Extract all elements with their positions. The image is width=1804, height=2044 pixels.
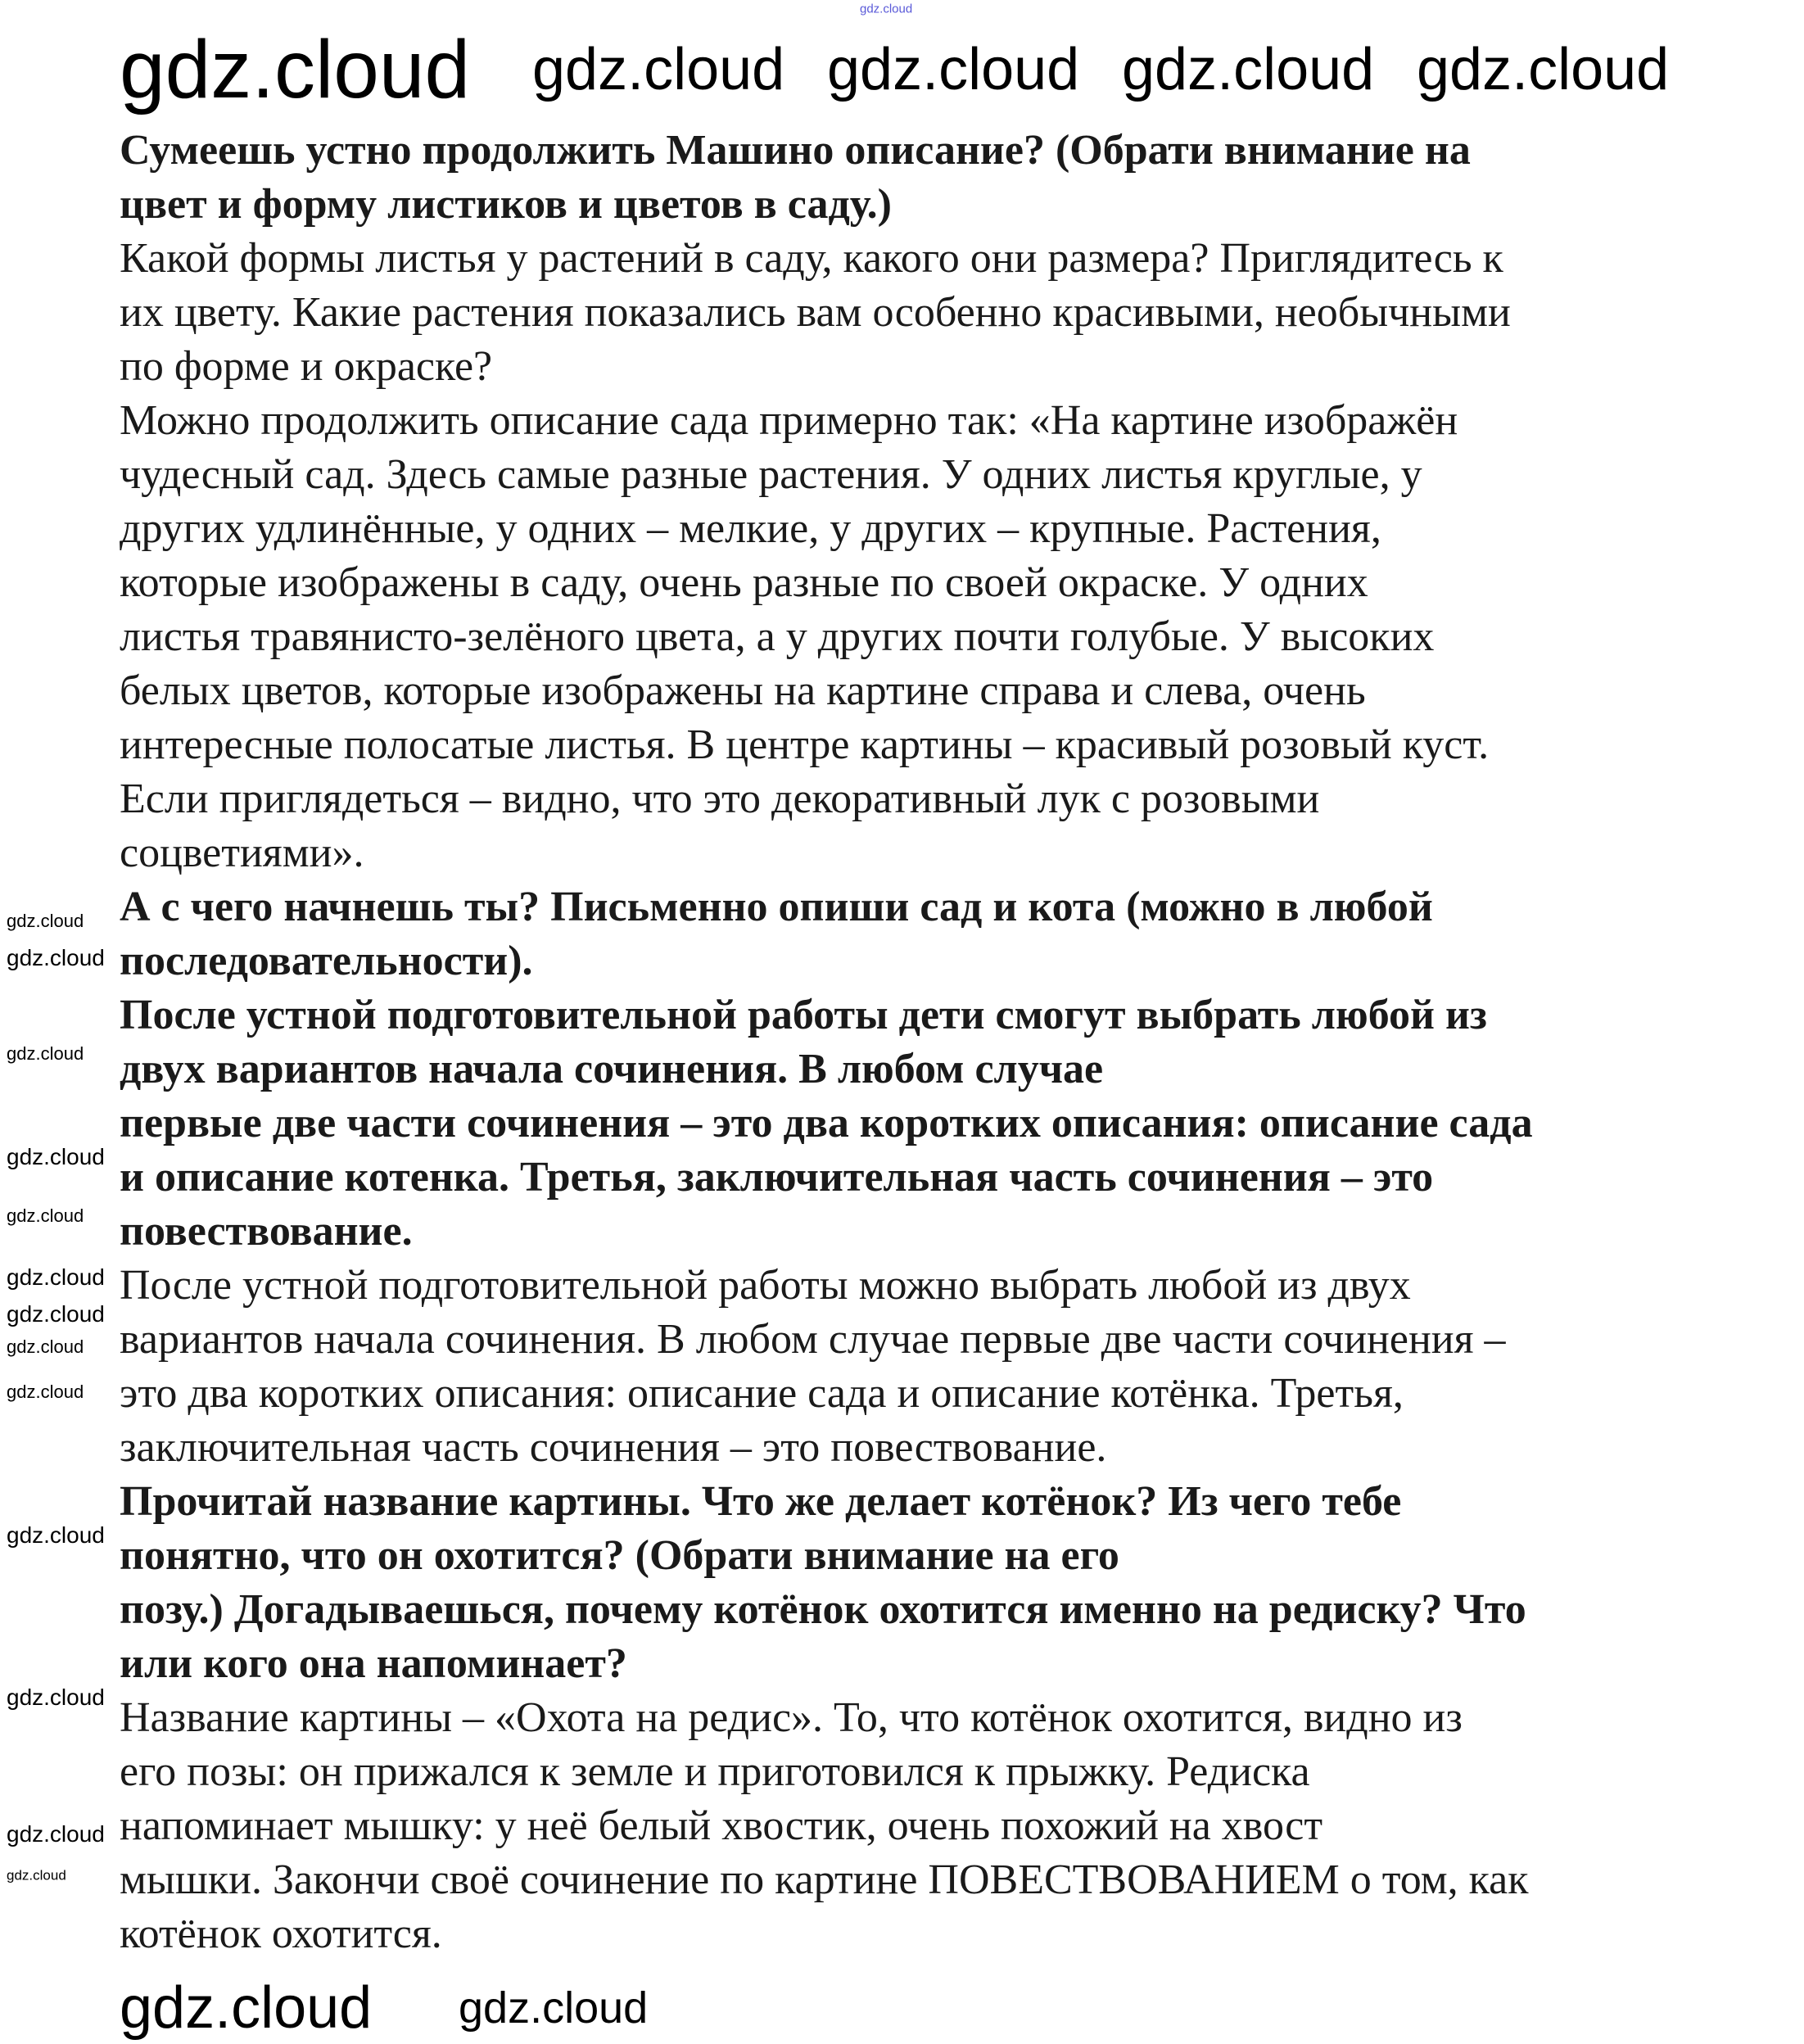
- watermark: gdz.cloud: [459, 1983, 649, 2033]
- watermark: gdz.cloud: [1417, 37, 1670, 102]
- answer-3: Название картины – «Охота на редис». То, что котёнок охотится, видно из его позы: он прижался к земле и приготовился к прыжку. Редиска напоминает мышку: у неё белый хвостик, очень похожий на хвост мышки. Закончи своё сочинение по картине ПОВЕСТВОВАНИЕМ о том, как котёнок охотится.: [120, 1694, 1529, 1957]
- watermark: gdz.cloud: [1122, 37, 1375, 102]
- answer-2: После устной подготовительной работы можно выбрать любой из двух вариантов начала сочинения. В любом случае первые две части сочинения – это два коротких описания: описание сада и описание котёнка. Третья, заключительная часть сочинения – это повествование.: [120, 1262, 1506, 1471]
- watermark: gdz.cloud: [7, 1144, 105, 1169]
- question-3: Прочитай название картины. Что же делает котёнок? Из чего тебе понятно, что он охотится? (Обрати внимание на его позу.) Догадываешься, почему котёнок охотится именно на редиску? Что или кого она напоминает?: [120, 1478, 1526, 1687]
- answer-1a: Какой формы листья у растений в саду, какого они размера? Приглядитесь к их цвету. Какие растения показались вам особенно красивыми, необычными по форме и окраске?: [120, 235, 1511, 390]
- watermark: gdz.cloud: [120, 24, 471, 115]
- watermark: gdz.cloud: [7, 1821, 105, 1847]
- watermark: gdz.cloud: [7, 945, 105, 970]
- watermark: gdz.cloud: [7, 1684, 105, 1710]
- watermark: gdz.cloud: [7, 1382, 84, 1402]
- question-2-note: После устной подготовительной работы дети смогут выбрать любой из двух вариантов начала сочинения. В любом случае первые две части сочинения – это два коротких описания: описание сада и описание котенка. Третья, заключительная часть сочинения – это повествование.: [120, 992, 1533, 1255]
- watermark: gdz.cloud: [7, 1043, 84, 1064]
- answer-1b: Можно продолжить описание сада примерно так: «На картине изображён чудесный сад. Здесь самые разные растения. У одних листья круглые, у других удлинённые, у одних – мелкие, у других – крупные. Растения, которые изображены в саду, очень разные по своей окраске. У одних листья травянисто-зелёного цвета, а у других почти голубые. У высоких белых цветов, которые изображены на картине справа и слева, очень интересные полосатые листья. В центре картины – красивый розовый куст. Если приглядеться – видно, что это декоративный лук с розовыми соцветиями».: [120, 397, 1490, 876]
- watermark: gdz.cloud: [7, 1205, 84, 1226]
- watermark: gdz.cloud: [860, 2, 913, 16]
- watermark: gdz.cloud: [120, 1975, 373, 2041]
- watermark: gdz.cloud: [7, 1264, 105, 1290]
- watermark: gdz.cloud: [7, 1867, 66, 1883]
- watermark: gdz.cloud: [7, 1301, 105, 1327]
- watermark: gdz.cloud: [532, 37, 785, 102]
- document-body: [120, 124, 1790, 1961]
- question-1: Сумеешь устно продолжить Машино описание? (Обрати внимание на цвет и форму листиков и цветов в саду.): [120, 127, 1471, 228]
- watermark: gdz.cloud: [7, 911, 84, 931]
- watermark: gdz.cloud: [7, 1522, 105, 1548]
- watermark: gdz.cloud: [7, 1336, 84, 1357]
- watermark: gdz.cloud: [827, 37, 1080, 102]
- question-2: А с чего начнешь ты? Письменно опиши сад и кота (можно в любой последовательности).: [120, 884, 1433, 984]
